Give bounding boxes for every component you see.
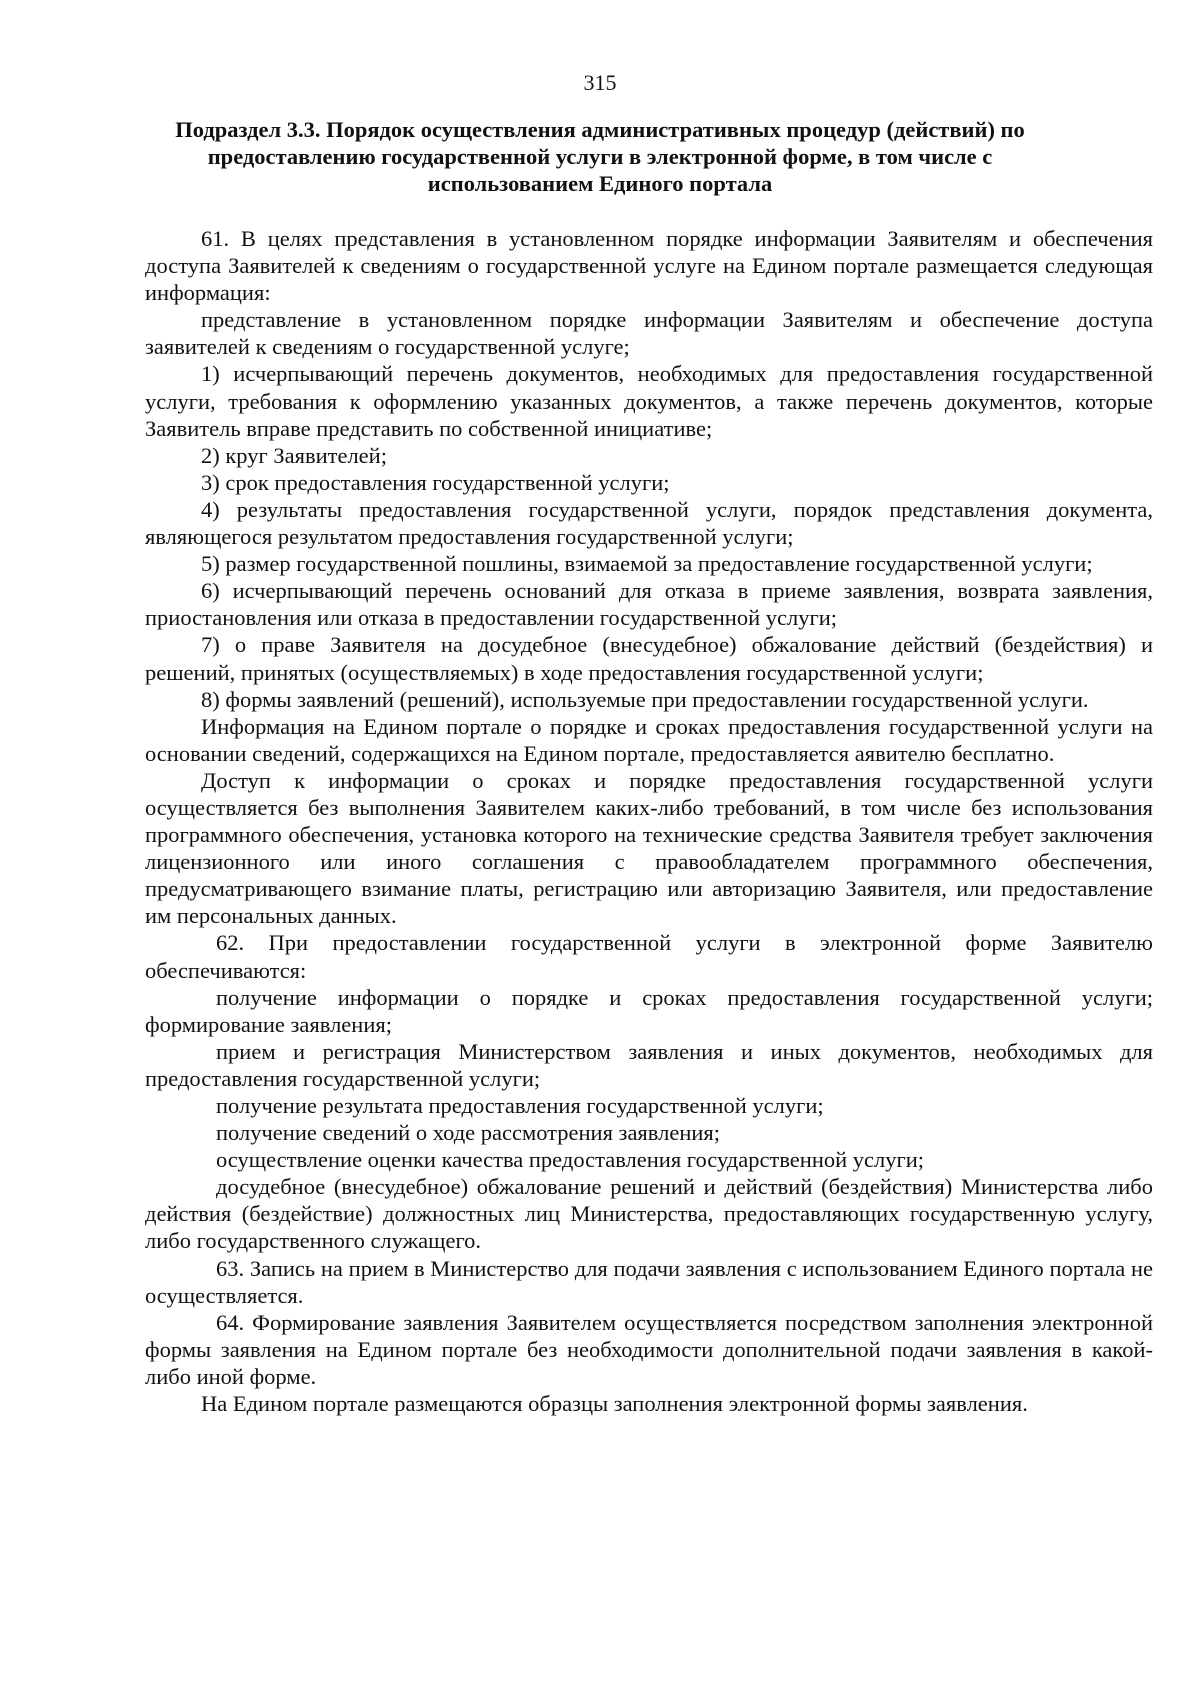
paragraph-64: 64. Формирование заявления Заявителем осуществляется посредством заполнения электронной формы заявления на Едином портале без необходимости дополнительной подачи заявления в какой-либо иной форме.	[145, 1309, 1153, 1389]
list-item-8: 8) формы заявлений (решений), используемые при предоставлении государственной услуги.	[201, 686, 1089, 712]
paragraph: получение результата предоставления государственной услуги;	[216, 1093, 824, 1118]
paragraph: получение информации о порядке и сроках предоставления государственной услуги; формирование заявления;	[145, 984, 1153, 1037]
list-item-7: 7) о праве Заявителя на досудебное (внесудебное) обжалование действий (бездействия) и решений, принятых (осуществляемых) в ходе предоставления государственной услуги;	[145, 632, 1153, 685]
heading-line: использованием Единого портала	[427, 171, 773, 196]
paragraph: представление в установленном порядке информации Заявителям и обеспечение доступа заявителей к сведениям о государственной услуге;	[145, 307, 1153, 360]
list-item-6: 6) исчерпывающий перечень оснований для отказа в приеме заявления, возврата заявления, приостановления или отказа в предоставлении государственной услуги;	[145, 578, 1153, 631]
section-heading	[160, 116, 1040, 197]
paragraph: досудебное (внесудебное) обжалование решений и действий (бездействия) Министерства либо действия (бездействие) должностных лиц Министерства, предоставляющих государственную услугу, либо государственного служащего.	[145, 1174, 1153, 1254]
paragraph-62: 62. При предоставлении государственной услуги в электронной форме Заявителю обеспечиваются:	[145, 930, 1153, 983]
list-item-2: 2) круг Заявителей;	[201, 442, 387, 468]
page-number: 315	[583, 70, 617, 95]
list-item-5: 5) размер государственной пошлины, взимаемой за предоставление государственной услуги;	[201, 551, 1093, 577]
heading-line: предоставлению государственной услуги в электронной форме, в том числе с	[207, 144, 993, 169]
list-item-1: 1) исчерпывающий перечень документов, необходимых для предоставления государственной услуги, требования к оформлению указанных документов, а также перечень документов, которые Заявитель вправе представить по собственной инициативе;	[145, 361, 1153, 441]
paragraph-63: 63. Запись на прием в Министерство для подачи заявления с использованием Единого портала не осуществляется.	[145, 1255, 1153, 1308]
paragraph-61: 61. В целях представления в установленном порядке информации Заявителям и обеспечения доступа Заявителей к сведениям о государственной услуге на Едином портале размещается следующая информация:	[145, 226, 1153, 306]
paragraph: На Едином портале размещаются образцы заполнения электронной формы заявления.	[201, 1391, 1028, 1417]
paragraph: Информация на Едином портале о порядке и сроках предоставления государственной услуги на основании сведений, содержащихся на Едином портале, предоставляется аявителю бесплатно.	[145, 713, 1153, 766]
paragraph: Доступ к информации о сроках и порядке предоставления государственной услуги осуществляется без выполнения Заявителем каких-либо требований, в том числе без использования программного обеспечения, установка которого на технические средства Заявителя требует заключения лицензионного или иного соглашения с правообладателем программного обеспечения, предусматривающего взимание платы, регистрацию или авторизацию Заявителя, или предоставление им персональных данных.	[145, 767, 1153, 929]
list-item-3: 3) срок предоставления государственной услуги;	[201, 469, 670, 495]
paragraph: прием и регистрация Министерством заявления и иных документов, необходимых для предоставления государственной услуги;	[145, 1038, 1153, 1091]
paragraph: осуществление оценки качества предоставления государственной услуги;	[216, 1147, 925, 1173]
paragraph: получение сведений о ходе рассмотрения заявления;	[216, 1120, 720, 1146]
document-body	[145, 225, 1153, 1417]
list-item-4: 4) результаты предоставления государственной услуги, порядок представления документа, являющегося результатом предоставления государственной услуги;	[145, 496, 1153, 550]
heading-line: Подраздел 3.3. Порядок осуществления административных процедур (действий) по	[175, 117, 1025, 142]
